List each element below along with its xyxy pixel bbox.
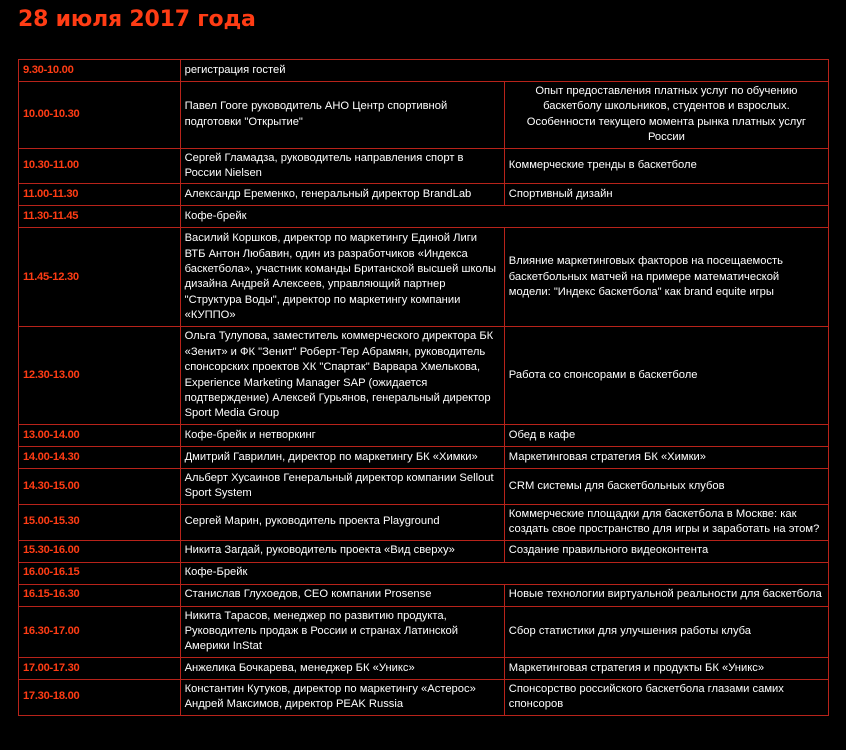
session-speaker: Станислав Глухоедов, CEO компании Prosense <box>180 584 504 606</box>
session-topic: Коммерческие тренды в баскетболе <box>504 148 828 184</box>
agenda-row <box>19 446 829 468</box>
session-topic: Новые технологии виртуальной реальности для баскетбола <box>504 584 828 606</box>
session-time: 9.30-10.00 <box>19 60 181 82</box>
session-time: 11.00-11.30 <box>19 184 181 206</box>
agenda-row <box>19 327 829 424</box>
session-speaker: Анжелика Бочкарева, менеджер БК «Уникс» <box>180 657 504 679</box>
agenda-row <box>19 60 829 82</box>
session-time: 17.00-17.30 <box>19 657 181 679</box>
agenda-row <box>19 540 829 562</box>
session-time: 14.00-14.30 <box>19 446 181 468</box>
agenda-row <box>19 228 829 327</box>
session-speaker: Ольга Тулупова, заместитель коммерческого директора БК «Зенит» и ФК "Зенит" Роберт-Тер Абрамян, руководитель спонсорских проектов ХК "Спартак" Варвара Хмелькова, Experience Marketing Manager SAP (ожидается подтверждение) Алексей Гурьянов, генеральный директор Sport Media Group <box>180 327 504 424</box>
session-speaker: Александр Еременко, генеральный директор BrandLab <box>180 184 504 206</box>
page-title: 28 июля 2017 года <box>18 7 256 32</box>
session-speaker: Дмитрий Гаврилин, директор по маркетингу БК «Химки» <box>180 446 504 468</box>
session-topic: Коммерческие площадки для баскетбола в Москве: как создать свое пространство для игры и заработать на этом? <box>504 504 828 540</box>
session-speaker: Никита Тарасов, менеджер по развитию продукта, Руководитель продаж в России и странах Латинской Америки InStat <box>180 606 504 657</box>
session-speaker: Кофе-брейк <box>180 206 828 228</box>
session-speaker: Альберт Хусаинов Генеральный директор компании Sellout Sport System <box>180 468 504 504</box>
session-speaker: Константин Кутуков, директор по маркетингу «Астерос» Андрей Максимов, директор PEAK Russia <box>180 679 504 715</box>
session-time: 13.00-14.00 <box>19 424 181 446</box>
session-topic: Работа со спонсорами в баскетболе <box>504 327 828 424</box>
session-speaker: регистрация гостей <box>180 60 828 82</box>
agenda-row <box>19 679 829 715</box>
session-speaker: Кофе-брейк и нетворкинг <box>180 424 504 446</box>
session-topic: Сбор статистики для улучшения работы клуба <box>504 606 828 657</box>
agenda-row <box>19 424 829 446</box>
session-time: 15.00-15.30 <box>19 504 181 540</box>
agenda-row <box>19 657 829 679</box>
session-time: 14.30-15.00 <box>19 468 181 504</box>
session-time: 16.00-16.15 <box>19 562 181 584</box>
session-time: 12.30-13.00 <box>19 327 181 424</box>
session-time: 11.45-12.30 <box>19 228 181 327</box>
session-time: 10.30-11.00 <box>19 148 181 184</box>
agenda-row <box>19 606 829 657</box>
session-topic: Влияние маркетинговых факторов на посещаемость баскетбольных матчей на примере математической модели: "Индекс баскетбола" как brand equite игры <box>504 228 828 327</box>
agenda-body <box>19 60 829 716</box>
agenda-row <box>19 206 829 228</box>
agenda-table <box>18 59 829 716</box>
session-speaker: Сергей Марин, руководитель проекта Playground <box>180 504 504 540</box>
agenda-row <box>19 148 829 184</box>
session-speaker: Сергей Гламадза, руководитель направления спорт в России Nielsen <box>180 148 504 184</box>
session-time: 10.00-10.30 <box>19 82 181 149</box>
session-time: 17.30-18.00 <box>19 679 181 715</box>
session-time: 16.30-17.00 <box>19 606 181 657</box>
session-topic: Маркетинговая стратегия и продукты БК «Уникс» <box>504 657 828 679</box>
agenda-row <box>19 82 829 149</box>
session-topic: Спонсорство российского баскетбола глазами самих спонсоров <box>504 679 828 715</box>
session-speaker: Павел Гооге руководитель АНО Центр спортивной подготовки "Открытие" <box>180 82 504 149</box>
session-topic: Опыт предоставления платных услуг по обучению баскетболу школьников, студентов и взрослых. Особенности текущего момента рынка платных услуг России <box>504 82 828 149</box>
agenda-row <box>19 504 829 540</box>
agenda-row <box>19 584 829 606</box>
agenda-row <box>19 184 829 206</box>
session-time: 15.30-16.00 <box>19 540 181 562</box>
session-speaker: Никита Загдай, руководитель проекта «Вид сверху» <box>180 540 504 562</box>
session-topic: Создание правильного видеоконтента <box>504 540 828 562</box>
session-topic: CRM системы для баскетбольных клубов <box>504 468 828 504</box>
session-topic: Спортивный дизайн <box>504 184 828 206</box>
agenda-row <box>19 468 829 504</box>
session-topic: Обед в кафе <box>504 424 828 446</box>
session-speaker: Василий Коршков, директор по маркетингу Единой Лиги ВТБ Антон Любавин, один из разработчиков «Индекса баскетбола», участник команды Британской высшей школы дизайна Андрей Алексеев, управляющий партнер "Структура Воды", директор по маркетингу компании «КУППО» <box>180 228 504 327</box>
session-time: 16.15-16.30 <box>19 584 181 606</box>
session-speaker: Кофе-Брейк <box>180 562 828 584</box>
agenda-row <box>19 562 829 584</box>
session-topic: Маркетинговая стратегия БК «Химки» <box>504 446 828 468</box>
session-time: 11.30-11.45 <box>19 206 181 228</box>
